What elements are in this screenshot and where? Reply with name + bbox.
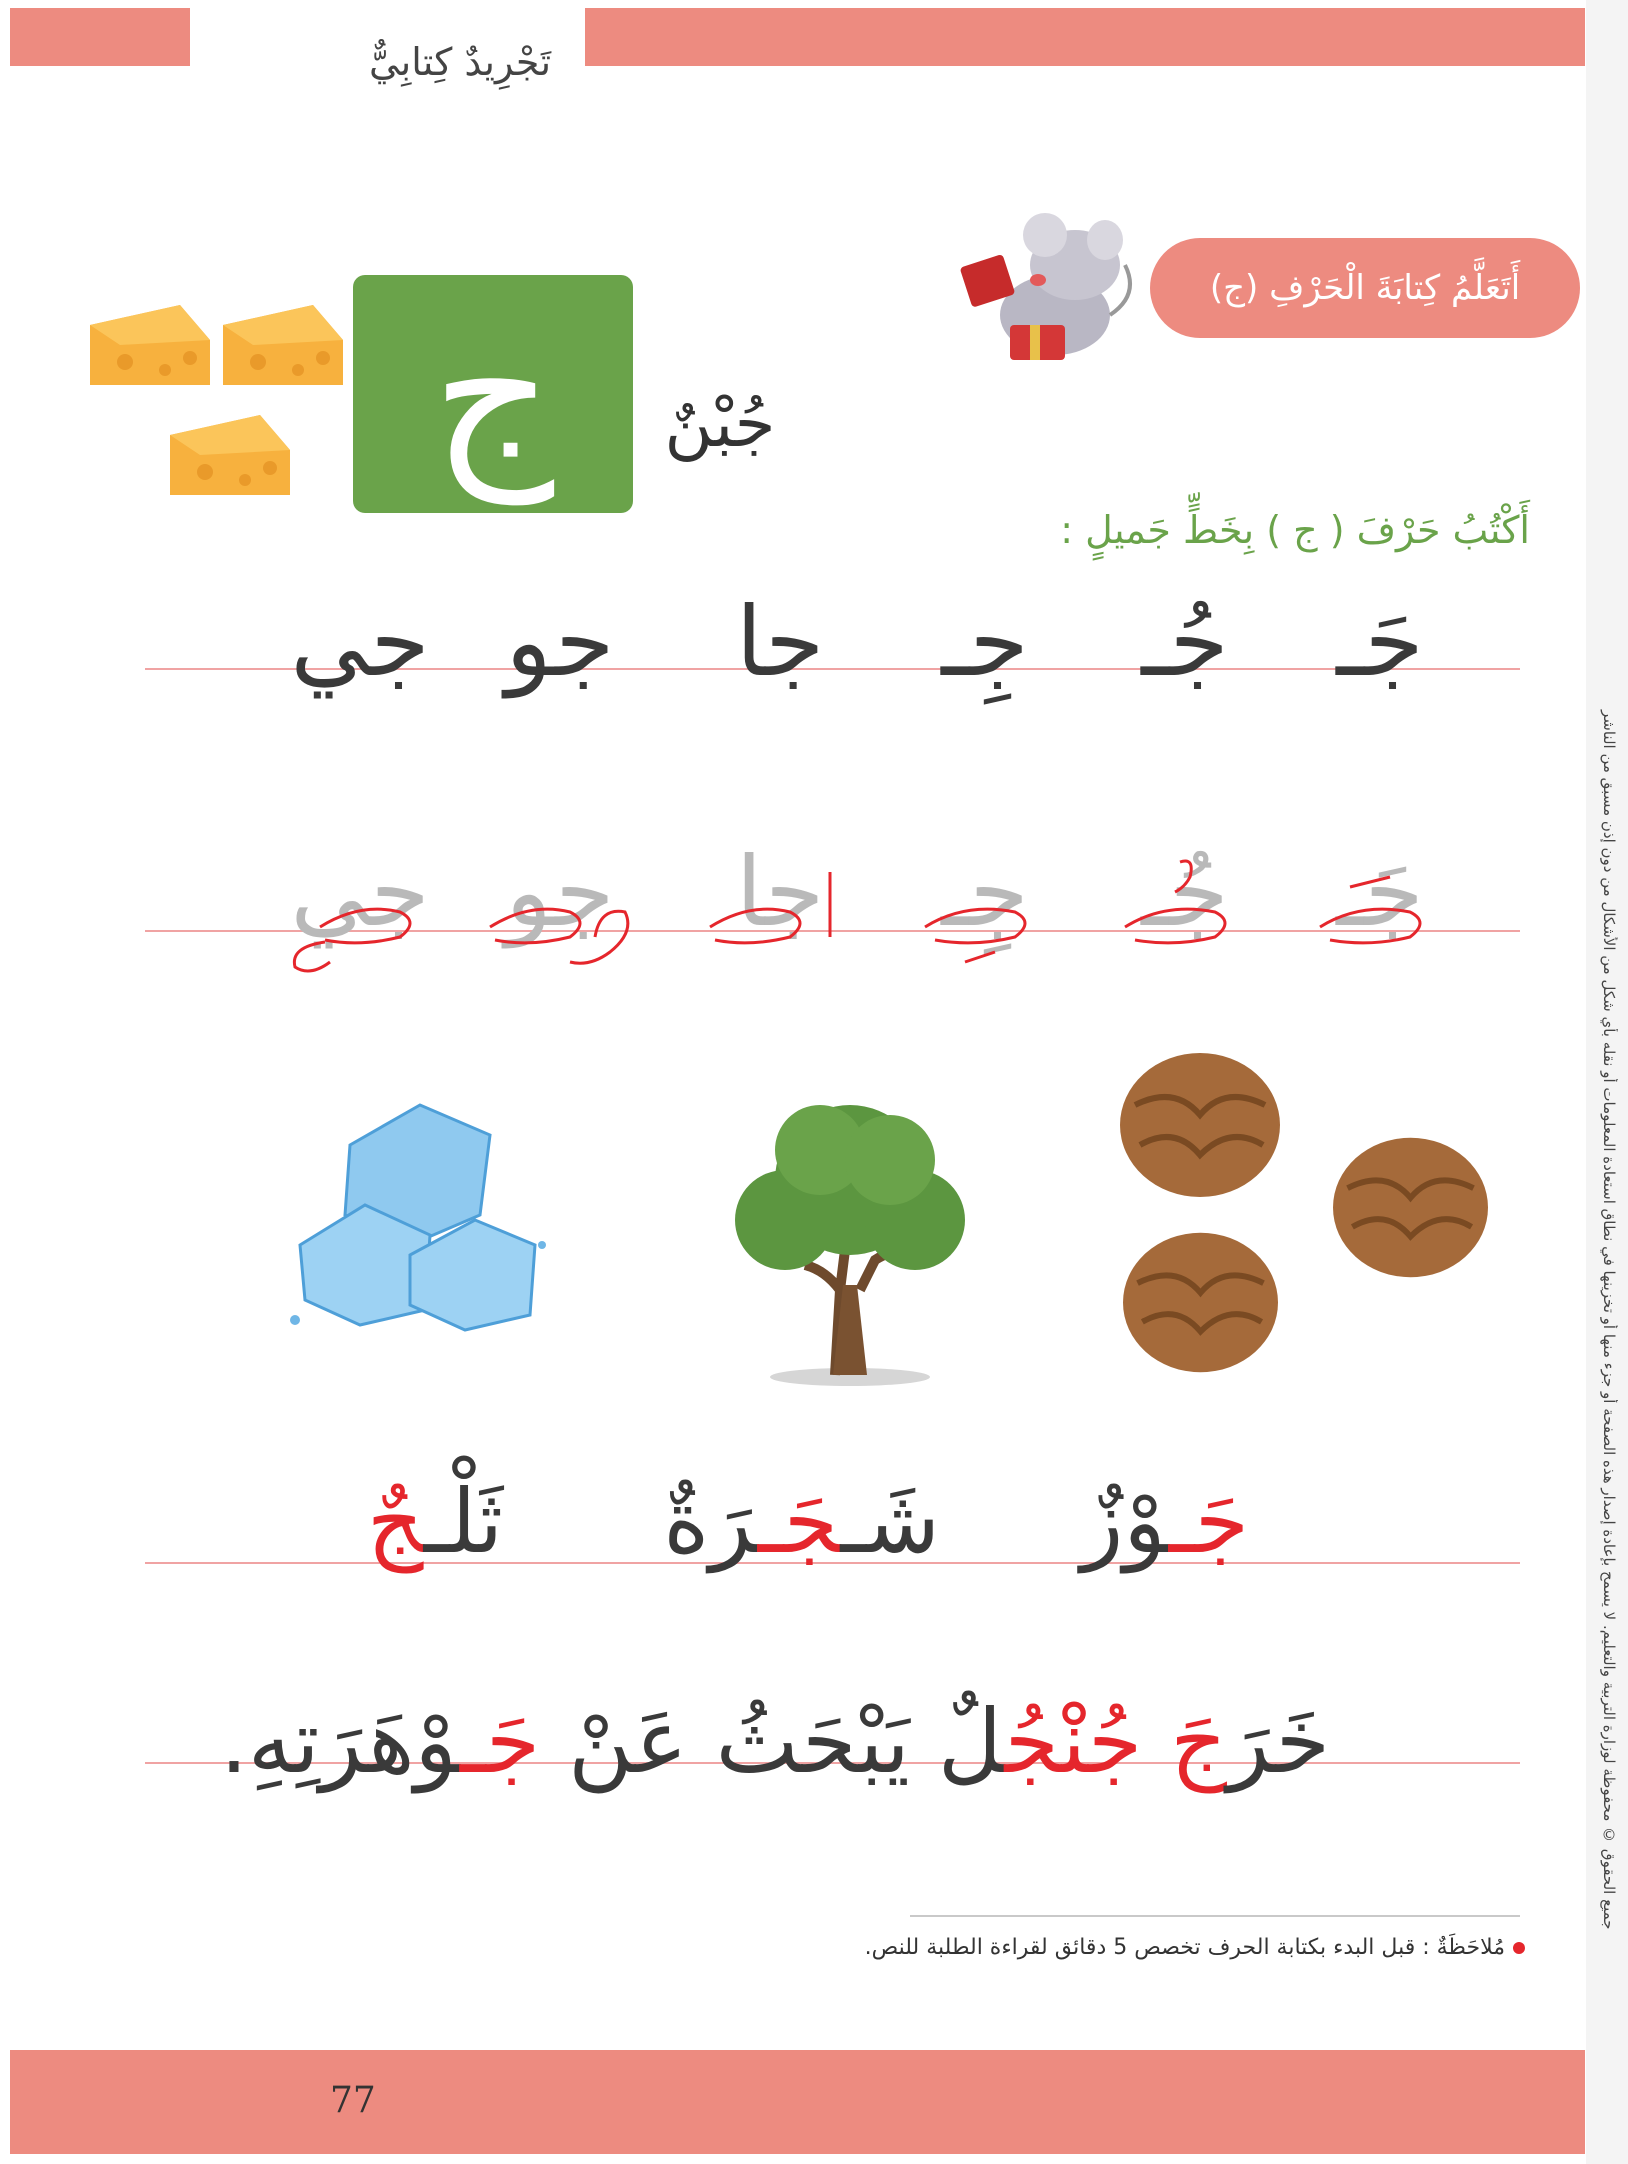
page-header-title: تَجْرِيدٌ كِتابِيٌّ [368, 40, 552, 84]
note-text: قبل البدء بكتابة الحرف تخصص 5 دقائق لقراءة الطلبة للنص. [864, 1935, 1416, 1960]
walnut-icon [1115, 1045, 1285, 1205]
top-bar-right [585, 8, 1585, 66]
note-divider [910, 1915, 1520, 1917]
sentence-highlight: جَـ [460, 1690, 541, 1793]
tree-icon [725, 1090, 975, 1390]
page-number: 77 [330, 2080, 376, 2121]
word-highlight: جَـ [757, 1470, 841, 1573]
cheese-icon [85, 300, 215, 390]
letter-form: جي [290, 586, 430, 698]
bullet-icon [1513, 1942, 1525, 1954]
ice-cubes-icon [280, 1095, 560, 1335]
trace-guide: جِـ [941, 836, 1029, 948]
trace-guide: جُـ [1141, 836, 1229, 948]
word-highlight: جٌ [366, 1470, 424, 1573]
letter-form: جَـ [1336, 586, 1424, 698]
practice-sentence [215, 1690, 1335, 1793]
sentence-highlight: جُنْجُ [1004, 1690, 1143, 1793]
walnut-icon [1328, 1130, 1493, 1285]
cheese-icon [165, 410, 295, 500]
word-shajara [663, 1470, 940, 1573]
copyright-notice: جميع الحقوق © محفوظة لوزارة التربية والتعليم. لا يسمح بإعادة إصدار هذه الصفحة أو جزء منها أو تخزينها في نطاق استعادة المعلومات أو نقله بأي شكل من الأشكال من دون إذن مسبق من الناشر [1600, 710, 1618, 1930]
letter-form: جِـ [941, 586, 1029, 698]
bottom-bar [10, 2050, 1585, 2154]
featured-letter-card [353, 275, 633, 513]
word-jawz [1035, 1470, 1295, 1573]
sentence-text [1142, 1690, 1170, 1793]
top-bar-left [10, 8, 190, 66]
trace-guide: جا [735, 836, 825, 948]
featured-letter: ج [431, 283, 555, 504]
writing-instruction: أَكْتُبُ حَرْفَ ( ج ) بِخَطٍّ جَميلٍ : [1060, 508, 1530, 552]
handwriting-stroke [270, 852, 450, 982]
note-label: مُلاحَظَةٌ : [1422, 1935, 1505, 1960]
sentence-highlight: جَ [1170, 1690, 1228, 1793]
handwriting-stroke [690, 852, 870, 982]
sentence-text: وْهَرَتِهِ. [219, 1690, 461, 1793]
trace-guide: جَـ [1336, 836, 1424, 948]
letter-form: جُـ [1141, 586, 1229, 698]
word-text: وْزٌ [1080, 1470, 1169, 1573]
featured-word: جُبْنٌ [664, 385, 776, 462]
word-thalj [305, 1470, 565, 1573]
word-text: رَةٌ [663, 1470, 758, 1573]
handwriting-stroke [895, 852, 1075, 982]
word-highlight: جَـ [1168, 1470, 1250, 1573]
mouse-with-gift-icon [950, 205, 1140, 375]
lesson-title: أَتَعَلَّمُ كِتابَةَ الْحَرْفِ (ج) [1209, 268, 1521, 308]
sentence-text: لٌ يَبْحَثُ عَنْ [540, 1690, 1005, 1793]
trace-guide: جي [290, 836, 430, 948]
lesson-title-pill [1150, 238, 1580, 338]
teacher-note [760, 1935, 1525, 1960]
cheese-icon [218, 300, 348, 390]
word-text: شَـ [840, 1470, 940, 1573]
trace-guide: جو [505, 836, 615, 948]
word-text: ثَلْـ [423, 1470, 504, 1573]
handwriting-stroke [470, 852, 650, 982]
letter-form: جو [505, 586, 615, 698]
letter-form: جا [735, 586, 825, 698]
handwriting-stroke [1290, 852, 1470, 982]
walnut-icon [1118, 1225, 1283, 1380]
sentence-text: خَرَ [1227, 1690, 1331, 1793]
handwriting-stroke [1095, 852, 1275, 982]
